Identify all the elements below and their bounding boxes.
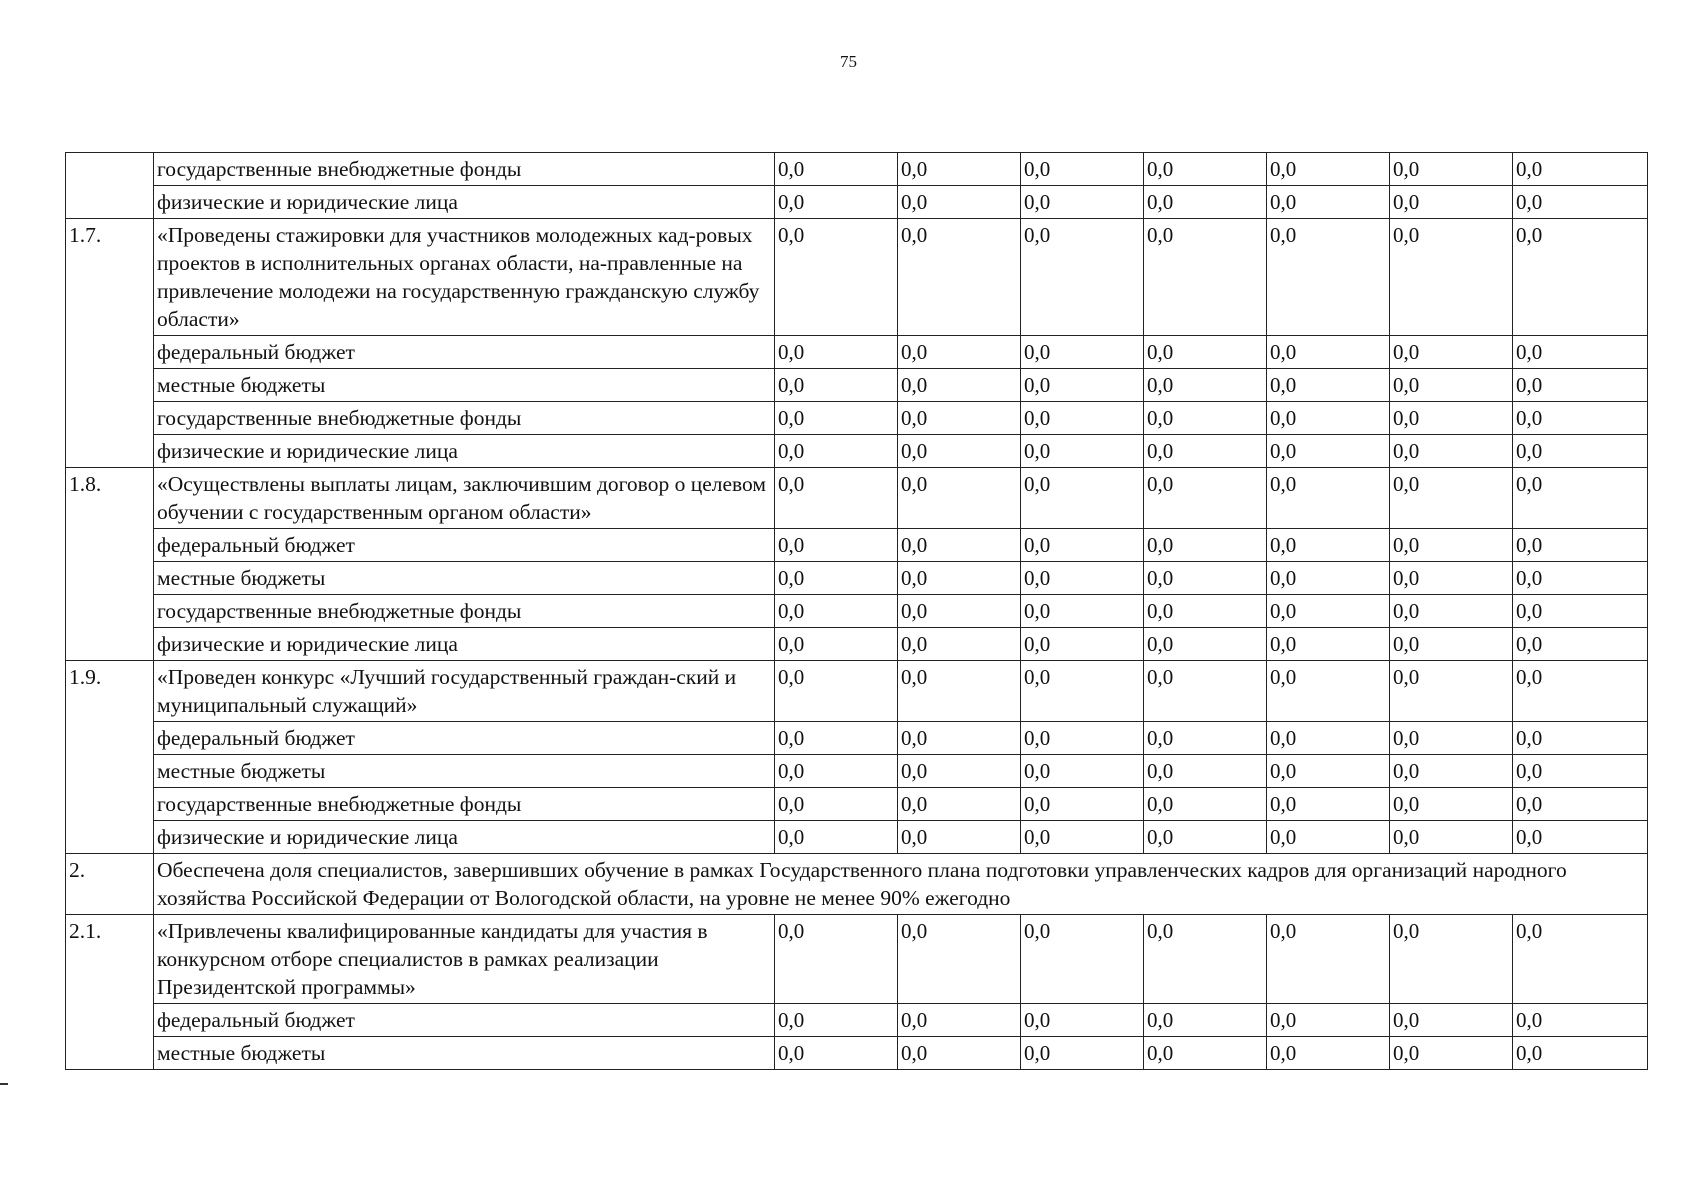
- value-cell: 0,0: [1513, 219, 1648, 336]
- row-label-cell: «Привлечены квалифицированные кандидаты для участия в конкурсном отборе специалистов в рамках реализации Президентской программы»: [154, 915, 775, 1004]
- value-cell: 0,0: [1513, 628, 1648, 661]
- row-label-cell: федеральный бюджет: [154, 529, 775, 562]
- value-cell: 0,0: [1390, 468, 1513, 529]
- value-cell: 0,0: [1390, 369, 1513, 402]
- value-cell: 0,0: [1390, 402, 1513, 435]
- table-row: [66, 435, 1648, 468]
- value-cell: 0,0: [1267, 435, 1390, 468]
- row-label-cell: федеральный бюджет: [154, 722, 775, 755]
- row-label-cell: местные бюджеты: [154, 369, 775, 402]
- value-cell: 0,0: [898, 722, 1021, 755]
- table-row: [66, 1037, 1648, 1070]
- value-cell: 0,0: [1021, 788, 1144, 821]
- value-cell: 0,0: [898, 468, 1021, 529]
- value-cell: 0,0: [1021, 153, 1144, 186]
- row-label-cell: «Проведены стажировки для участников молодежных кад-ровых проектов в исполнительных органах области, на-правленные на привлечение молодежи на государственную гражданскую службу области»: [154, 219, 775, 336]
- value-cell: 0,0: [775, 153, 898, 186]
- value-cell: 0,0: [1513, 402, 1648, 435]
- value-cell: 0,0: [1267, 1004, 1390, 1037]
- value-cell: 0,0: [898, 595, 1021, 628]
- value-cell: 0,0: [1021, 336, 1144, 369]
- value-cell: 0,0: [1390, 1004, 1513, 1037]
- table-row: [66, 186, 1648, 219]
- value-cell: 0,0: [1390, 1037, 1513, 1070]
- value-cell: 0,0: [1144, 595, 1267, 628]
- row-label-cell: физические и юридические лица: [154, 435, 775, 468]
- value-cell: 0,0: [1021, 369, 1144, 402]
- value-cell: 0,0: [775, 1037, 898, 1070]
- value-cell: 0,0: [1021, 915, 1144, 1004]
- item-number-cell: 2.: [66, 854, 154, 915]
- value-cell: 0,0: [1513, 661, 1648, 722]
- value-cell: 0,0: [1021, 595, 1144, 628]
- value-cell: 0,0: [1390, 529, 1513, 562]
- value-cell: 0,0: [1144, 1037, 1267, 1070]
- value-cell: 0,0: [1144, 562, 1267, 595]
- value-cell: 0,0: [898, 755, 1021, 788]
- value-cell: 0,0: [775, 435, 898, 468]
- value-cell: 0,0: [1144, 529, 1267, 562]
- table-row: [66, 219, 1648, 336]
- table-row: [66, 369, 1648, 402]
- value-cell: 0,0: [1021, 529, 1144, 562]
- value-cell: 0,0: [1267, 1037, 1390, 1070]
- value-cell: 0,0: [775, 595, 898, 628]
- value-cell: 0,0: [1144, 468, 1267, 529]
- value-cell: 0,0: [1021, 1037, 1144, 1070]
- value-cell: 0,0: [1390, 628, 1513, 661]
- value-cell: 0,0: [1390, 562, 1513, 595]
- value-cell: 0,0: [1267, 468, 1390, 529]
- value-cell: 0,0: [1390, 595, 1513, 628]
- table-row: [66, 336, 1648, 369]
- table-row: [66, 755, 1648, 788]
- value-cell: 0,0: [1513, 1004, 1648, 1037]
- value-cell: 0,0: [1390, 755, 1513, 788]
- value-cell: 0,0: [1390, 186, 1513, 219]
- value-cell: 0,0: [898, 562, 1021, 595]
- row-label-cell: федеральный бюджет: [154, 336, 775, 369]
- value-cell: 0,0: [898, 628, 1021, 661]
- value-cell: 0,0: [1021, 186, 1144, 219]
- value-cell: 0,0: [775, 1004, 898, 1037]
- value-cell: 0,0: [1513, 336, 1648, 369]
- value-cell: 0,0: [1267, 821, 1390, 854]
- value-cell: 0,0: [1144, 153, 1267, 186]
- value-cell: 0,0: [1267, 788, 1390, 821]
- value-cell: 0,0: [775, 788, 898, 821]
- row-label-cell: государственные внебюджетные фонды: [154, 788, 775, 821]
- row-label-cell: физические и юридические лица: [154, 628, 775, 661]
- value-cell: 0,0: [1267, 755, 1390, 788]
- value-cell: 0,0: [1144, 435, 1267, 468]
- value-cell: 0,0: [775, 722, 898, 755]
- value-cell: 0,0: [1144, 628, 1267, 661]
- value-cell: 0,0: [775, 915, 898, 1004]
- value-cell: 0,0: [1267, 915, 1390, 1004]
- value-cell: 0,0: [1390, 915, 1513, 1004]
- table-row: [66, 661, 1648, 722]
- table-row: [66, 854, 1648, 915]
- value-cell: 0,0: [1390, 722, 1513, 755]
- table-body: [66, 153, 1648, 1070]
- value-cell: 0,0: [1513, 369, 1648, 402]
- table-row: [66, 402, 1648, 435]
- value-cell: 0,0: [898, 435, 1021, 468]
- value-cell: 0,0: [1144, 788, 1267, 821]
- value-cell: 0,0: [775, 402, 898, 435]
- value-cell: 0,0: [775, 628, 898, 661]
- value-cell: 0,0: [898, 219, 1021, 336]
- table-row: [66, 628, 1648, 661]
- item-number-cell: 1.7.: [66, 219, 154, 468]
- page-edge-mark: [0, 1083, 8, 1085]
- item-number-cell: 2.1.: [66, 915, 154, 1070]
- item-number-cell: 1.8.: [66, 468, 154, 661]
- row-label-cell: «Проведен конкурс «Лучший государственный граждан-ский и муниципальный служащий»: [154, 661, 775, 722]
- value-cell: 0,0: [775, 336, 898, 369]
- row-label-cell: местные бюджеты: [154, 1037, 775, 1070]
- table-row: [66, 468, 1648, 529]
- value-cell: 0,0: [1390, 219, 1513, 336]
- item-number-cell: 1.9.: [66, 661, 154, 854]
- value-cell: 0,0: [1021, 821, 1144, 854]
- value-cell: 0,0: [1267, 336, 1390, 369]
- value-cell: 0,0: [898, 661, 1021, 722]
- value-cell: 0,0: [1021, 755, 1144, 788]
- row-label-cell: Обеспечена доля специалистов, завершивших обучение в рамках Государственного плана подготовки управленческих кадров для организаций народного хозяйства Российской Федерации от Вологодской области, на уровне не менее 90% ежегодно: [154, 854, 1648, 915]
- row-label-cell: государственные внебюджетные фонды: [154, 153, 775, 186]
- value-cell: 0,0: [1390, 661, 1513, 722]
- budget-table: [65, 152, 1648, 1070]
- value-cell: 0,0: [1390, 821, 1513, 854]
- value-cell: 0,0: [1021, 628, 1144, 661]
- value-cell: 0,0: [1144, 661, 1267, 722]
- value-cell: 0,0: [1267, 595, 1390, 628]
- value-cell: 0,0: [1021, 661, 1144, 722]
- value-cell: 0,0: [1144, 186, 1267, 219]
- value-cell: 0,0: [898, 153, 1021, 186]
- value-cell: 0,0: [1144, 369, 1267, 402]
- value-cell: 0,0: [1390, 435, 1513, 468]
- value-cell: 0,0: [775, 186, 898, 219]
- value-cell: 0,0: [1267, 529, 1390, 562]
- value-cell: 0,0: [1513, 788, 1648, 821]
- item-number-cell: [66, 153, 154, 219]
- table-row: [66, 153, 1648, 186]
- value-cell: 0,0: [1390, 153, 1513, 186]
- value-cell: 0,0: [1513, 595, 1648, 628]
- value-cell: 0,0: [1021, 468, 1144, 529]
- value-cell: 0,0: [1267, 402, 1390, 435]
- value-cell: 0,0: [1513, 529, 1648, 562]
- value-cell: 0,0: [898, 915, 1021, 1004]
- value-cell: 0,0: [1144, 336, 1267, 369]
- value-cell: 0,0: [1390, 788, 1513, 821]
- table-row: [66, 595, 1648, 628]
- value-cell: 0,0: [1267, 186, 1390, 219]
- value-cell: 0,0: [898, 369, 1021, 402]
- value-cell: 0,0: [1267, 369, 1390, 402]
- value-cell: 0,0: [1267, 661, 1390, 722]
- value-cell: 0,0: [1513, 755, 1648, 788]
- value-cell: 0,0: [1021, 402, 1144, 435]
- value-cell: 0,0: [1144, 219, 1267, 336]
- row-label-cell: государственные внебюджетные фонды: [154, 595, 775, 628]
- value-cell: 0,0: [1390, 336, 1513, 369]
- value-cell: 0,0: [775, 755, 898, 788]
- value-cell: 0,0: [775, 219, 898, 336]
- value-cell: 0,0: [1513, 722, 1648, 755]
- table-row: [66, 1004, 1648, 1037]
- value-cell: 0,0: [1144, 755, 1267, 788]
- table-row: [66, 821, 1648, 854]
- value-cell: 0,0: [775, 661, 898, 722]
- value-cell: 0,0: [1513, 562, 1648, 595]
- value-cell: 0,0: [775, 529, 898, 562]
- row-label-cell: «Осуществлены выплаты лицам, заключившим договор о целевом обучении с государственным органом области»: [154, 468, 775, 529]
- value-cell: 0,0: [1021, 219, 1144, 336]
- value-cell: 0,0: [898, 529, 1021, 562]
- value-cell: 0,0: [775, 369, 898, 402]
- value-cell: 0,0: [1513, 1037, 1648, 1070]
- row-label-cell: физические и юридические лица: [154, 186, 775, 219]
- value-cell: 0,0: [898, 186, 1021, 219]
- value-cell: 0,0: [1021, 562, 1144, 595]
- table-row: [66, 915, 1648, 1004]
- value-cell: 0,0: [898, 402, 1021, 435]
- value-cell: 0,0: [775, 562, 898, 595]
- value-cell: 0,0: [1267, 722, 1390, 755]
- row-label-cell: федеральный бюджет: [154, 1004, 775, 1037]
- value-cell: 0,0: [1144, 821, 1267, 854]
- value-cell: 0,0: [1021, 435, 1144, 468]
- value-cell: 0,0: [1513, 153, 1648, 186]
- value-cell: 0,0: [1144, 722, 1267, 755]
- value-cell: 0,0: [1144, 1004, 1267, 1037]
- value-cell: 0,0: [1513, 468, 1648, 529]
- value-cell: 0,0: [898, 821, 1021, 854]
- value-cell: 0,0: [1267, 628, 1390, 661]
- value-cell: 0,0: [775, 468, 898, 529]
- value-cell: 0,0: [898, 1004, 1021, 1037]
- row-label-cell: местные бюджеты: [154, 755, 775, 788]
- table-row: [66, 562, 1648, 595]
- value-cell: 0,0: [1513, 435, 1648, 468]
- value-cell: 0,0: [1267, 562, 1390, 595]
- value-cell: 0,0: [1267, 153, 1390, 186]
- row-label-cell: местные бюджеты: [154, 562, 775, 595]
- value-cell: 0,0: [775, 821, 898, 854]
- value-cell: 0,0: [898, 788, 1021, 821]
- value-cell: 0,0: [898, 1037, 1021, 1070]
- table-row: [66, 722, 1648, 755]
- value-cell: 0,0: [1267, 219, 1390, 336]
- value-cell: 0,0: [1513, 821, 1648, 854]
- table-row: [66, 788, 1648, 821]
- page-number: 75: [840, 52, 857, 71]
- value-cell: 0,0: [1144, 402, 1267, 435]
- value-cell: 0,0: [1513, 915, 1648, 1004]
- value-cell: 0,0: [1021, 1004, 1144, 1037]
- value-cell: 0,0: [1144, 915, 1267, 1004]
- value-cell: 0,0: [1021, 722, 1144, 755]
- row-label-cell: физические и юридические лица: [154, 821, 775, 854]
- table-row: [66, 529, 1648, 562]
- value-cell: 0,0: [898, 336, 1021, 369]
- value-cell: 0,0: [1513, 186, 1648, 219]
- row-label-cell: государственные внебюджетные фонды: [154, 402, 775, 435]
